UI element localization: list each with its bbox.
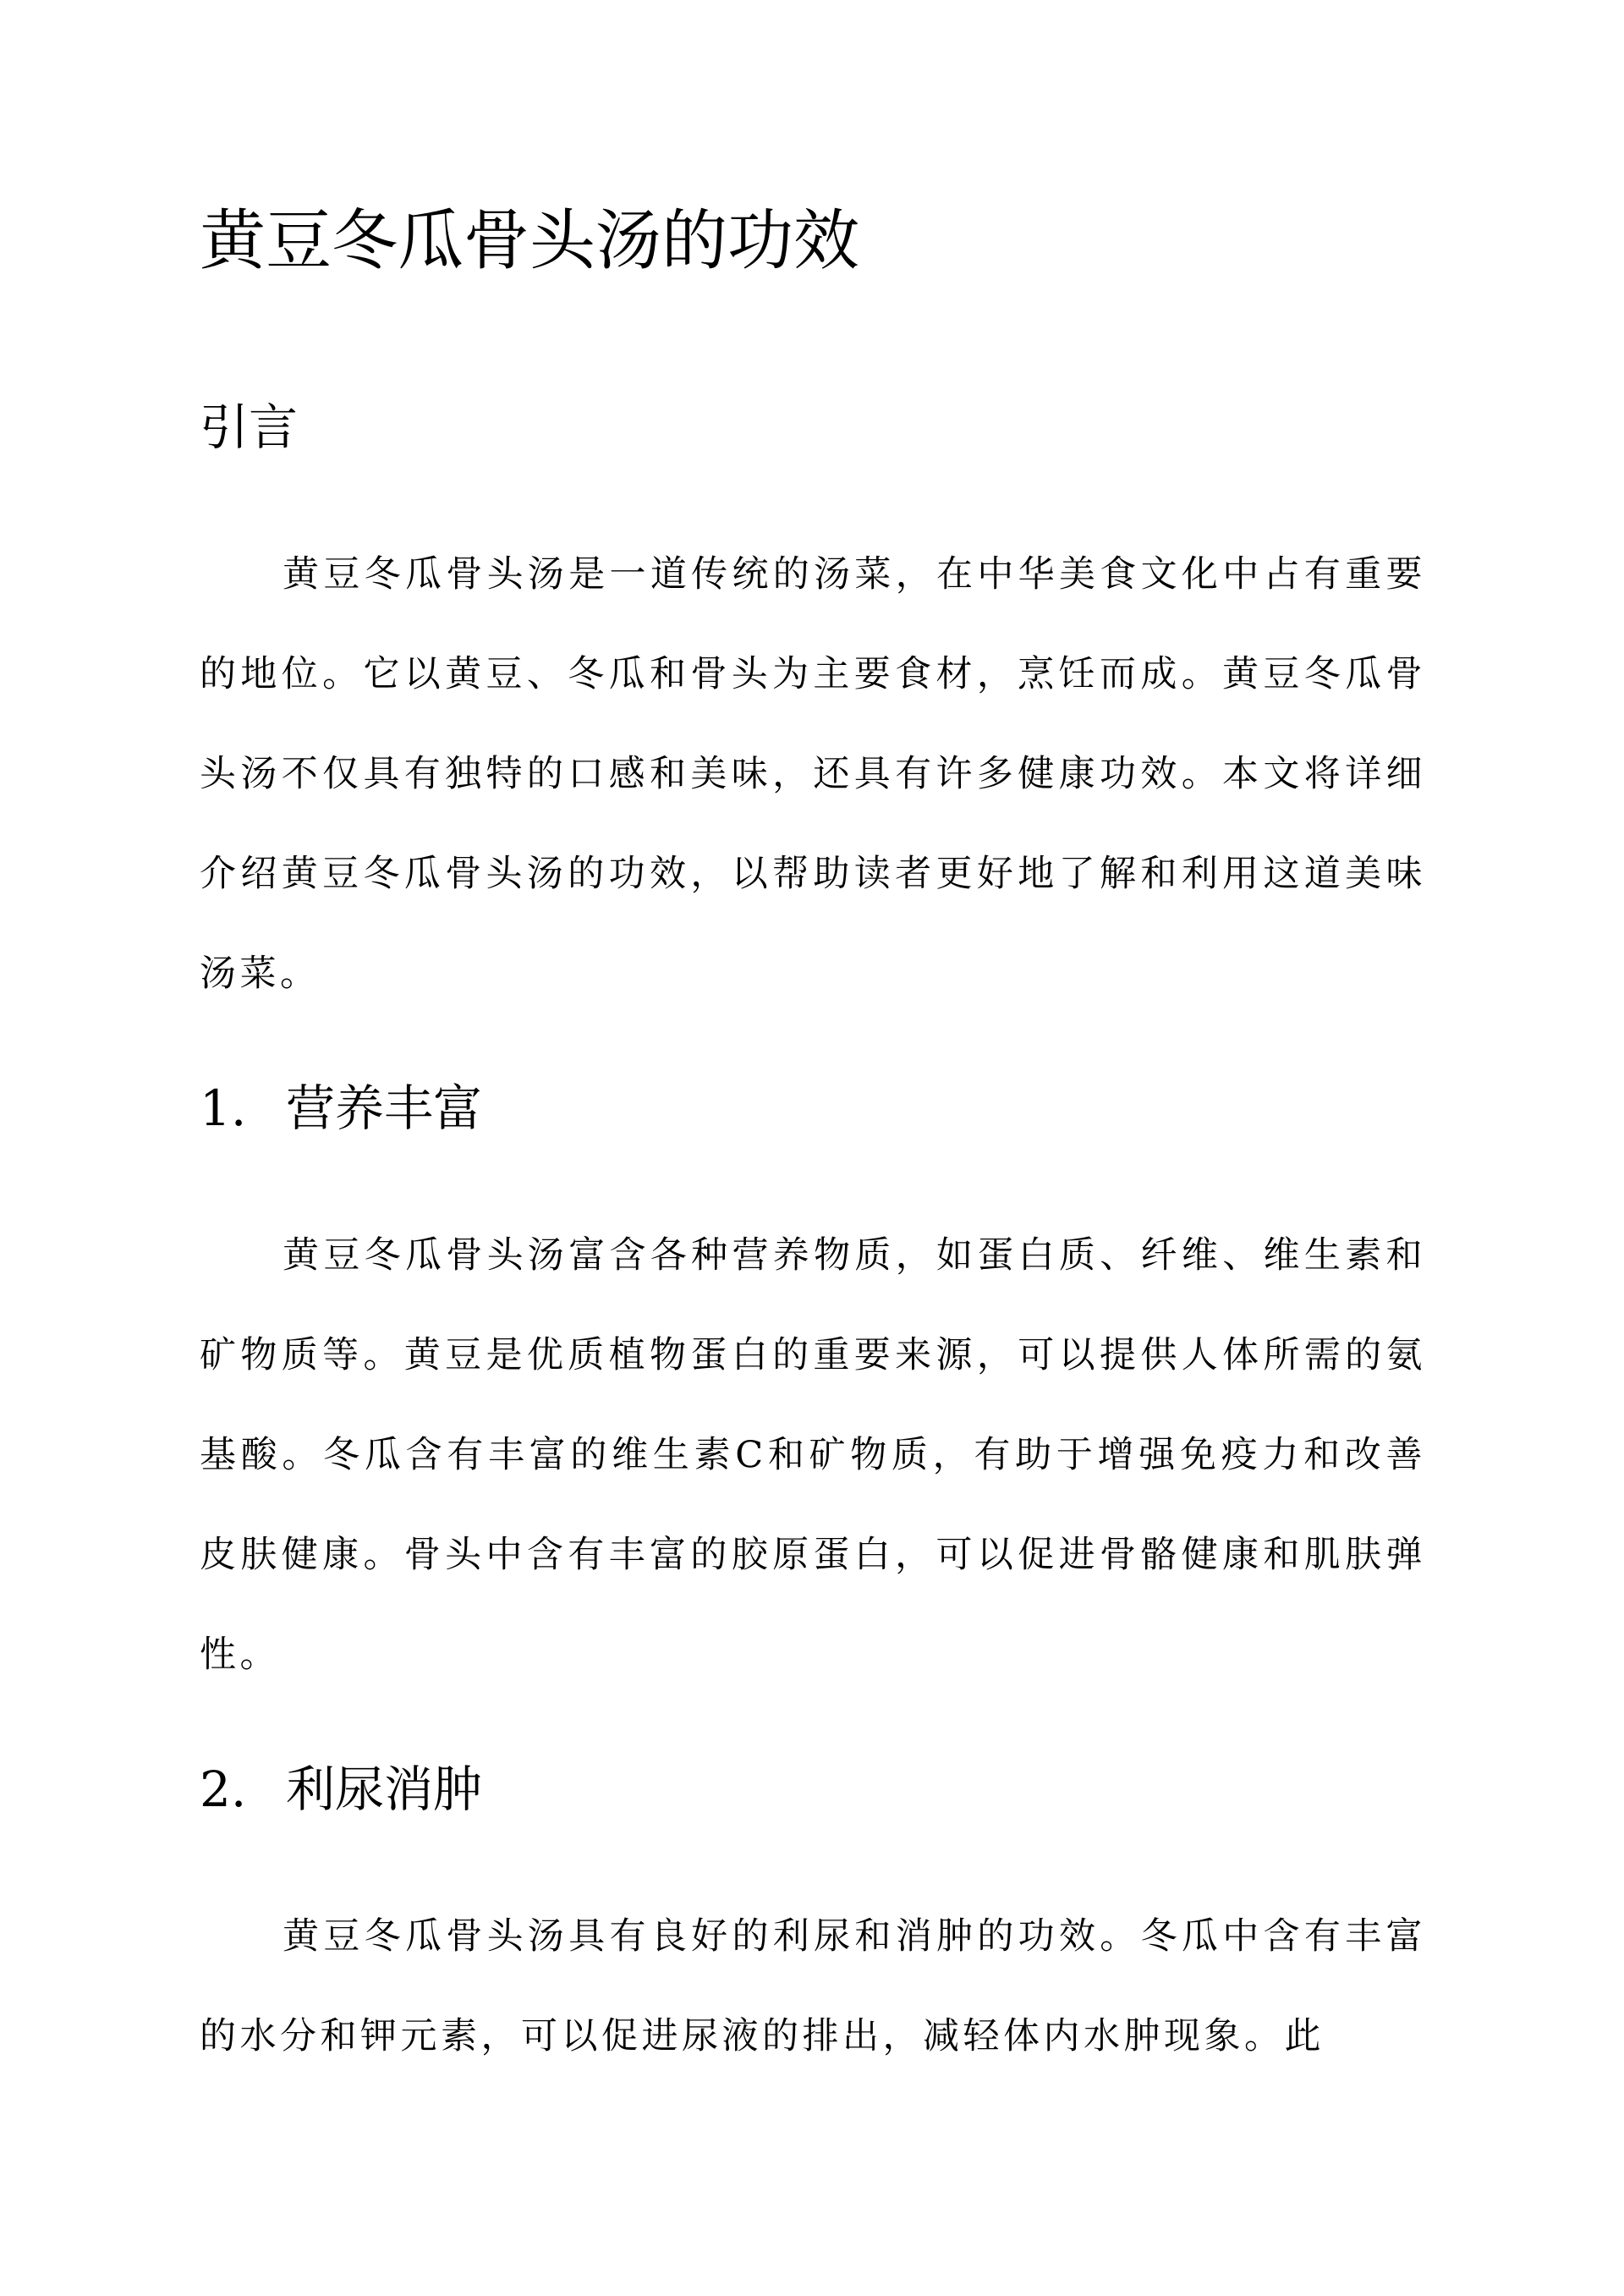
section-heading-intro <box>200 393 298 461</box>
section-paragraph-intro: 黄豆冬瓜骨头汤是一道传统的汤菜，在中华美食文化中占有重要的地位。它以黄豆、冬瓜和骨头为主要食材，烹饪而成。黄豆冬瓜骨头汤不仅具有独特的口感和美味，还具有许多健康功效。本文将详细介绍黄豆冬瓜骨头汤的功效，以帮助读者更好地了解和利用这道美味汤菜。 <box>200 553 1426 995</box>
section-heading-text: 引言 <box>200 398 299 456</box>
section-heading-text: 利尿消肿 <box>286 1760 483 1818</box>
section-paragraph-nutrition: 黄豆冬瓜骨头汤富含各种营养物质，如蛋白质、纤维、维生素和矿物质等。黄豆是优质植物蛋白的重要来源，可以提供人体所需的氨基酸。冬瓜含有丰富的维生素C和矿物质，有助于增强免疫力和改善皮肤健康。骨头中含有丰富的胶原蛋白，可以促进骨骼健康和肌肤弹性。 <box>200 1234 1426 1676</box>
section-number: 1. <box>200 1079 247 1137</box>
section-heading-diuretic <box>200 1755 482 1823</box>
section-number: 2. <box>200 1760 247 1818</box>
section-heading-nutrition <box>200 1074 482 1142</box>
document-title: 黄豆冬瓜骨头汤的功效 <box>200 203 860 279</box>
section-paragraph-diuretic: 黄豆冬瓜骨头汤具有良好的利尿和消肿的功效。冬瓜中含有丰富的水分和钾元素，可以促进尿液的排出，减轻体内水肿现象。此 <box>200 1915 1426 2057</box>
section-heading-text: 营养丰富 <box>286 1079 483 1137</box>
